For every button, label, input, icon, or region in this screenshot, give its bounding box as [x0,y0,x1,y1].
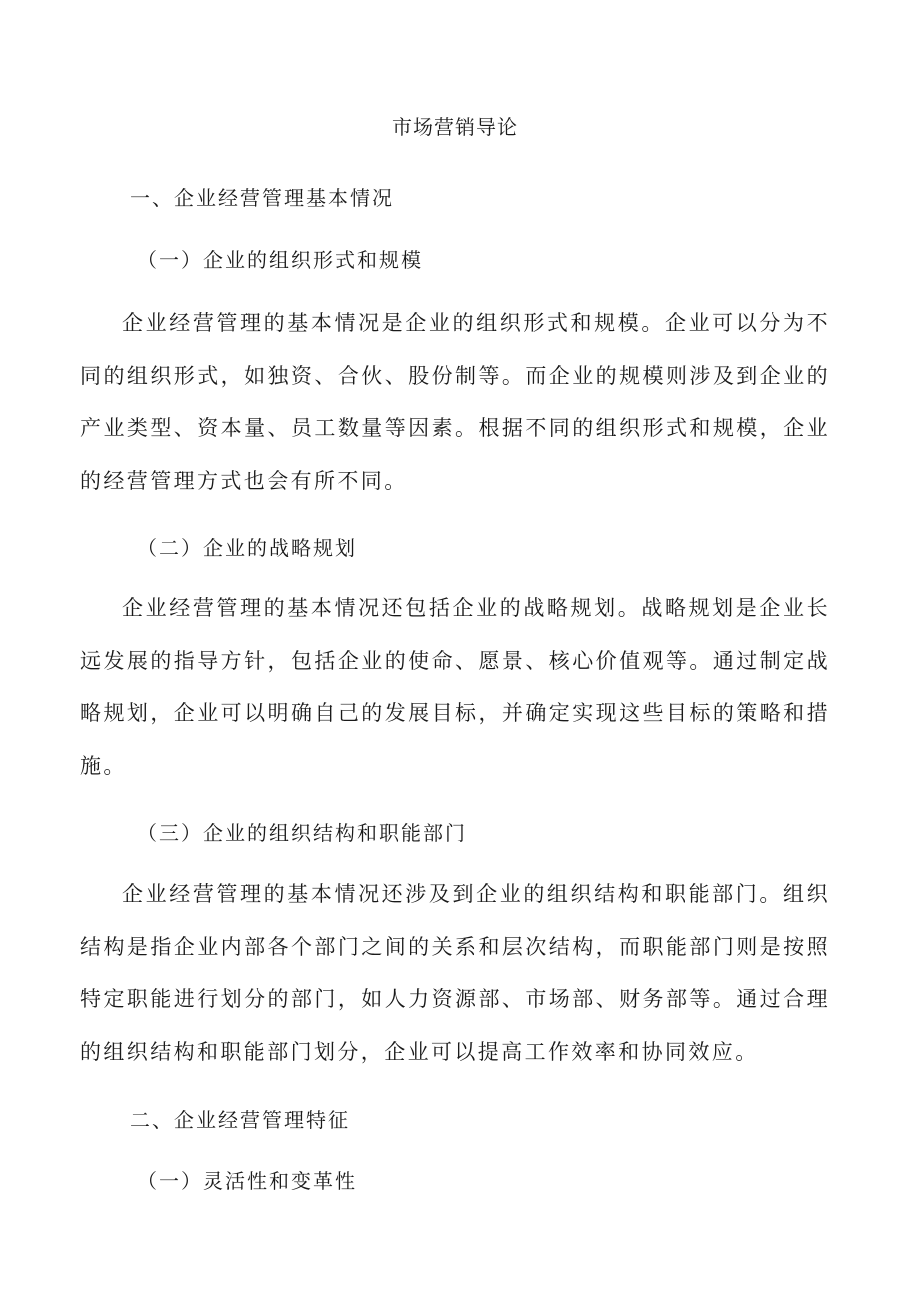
document-title: 市场营销导论 [392,115,518,139]
paragraph-1-1: 企业经营管理的基本情况是企业的组织形式和规模。企业可以分为不同的组织形式，如独资、合伙、股份制等。而企业的规模则涉及到企业的产业类型、资本量、员工数量等因素。根据不同的组织形式和规模，企业的经营管理方式也会有所不同。 [80,311,830,493]
section-heading-2: 二、企业经营管理特征 [130,1108,350,1132]
subsection-heading-2-1: （一）灵活性和变革性 [137,1169,357,1193]
subsection-heading-1-2: （二）企业的战略规划 [137,536,357,560]
subsection-heading-1-3: （三）企业的组织结构和职能部门 [137,821,467,845]
section-heading-1: 一、企业经营管理基本情况 [130,186,394,210]
paragraph-1-3: 企业经营管理的基本情况还涉及到企业的组织结构和职能部门。组织结构是指企业内部各个部门之间的关系和层次结构，而职能部门则是按照特定职能进行划分的部门，如人力资源部、市场部、财务部等。通过合理的组织结构和职能部门划分，企业可以提高工作效率和协同效应。 [80,882,830,1064]
subsection-heading-1-1: （一）企业的组织形式和规模 [137,248,423,272]
paragraph-1-2: 企业经营管理的基本情况还包括企业的战略规划。战略规划是企业长远发展的指导方针，包括企业的使命、愿景、核心价值观等。通过制定战略规划，企业可以明确自己的发展目标，并确定实现这些目标的策略和措施。 [80,596,830,778]
